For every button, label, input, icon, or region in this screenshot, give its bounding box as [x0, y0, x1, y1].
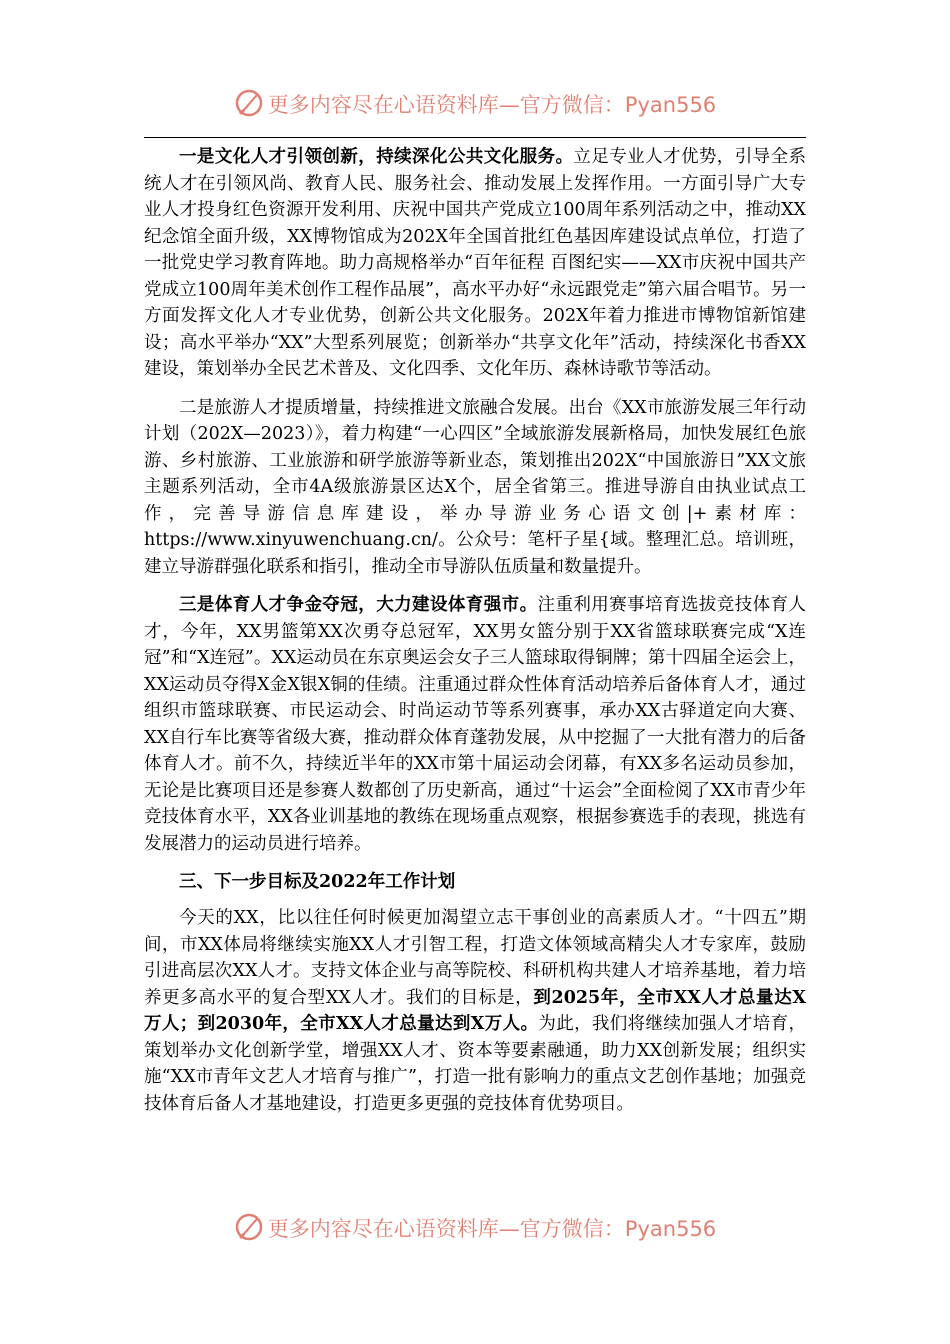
- feather-logo-icon: [234, 88, 264, 118]
- paragraph-tourism: 二是旅游人才提质增量，持续推进文旅融合发展。出台《XX市旅游发展三年行动计划（202X—2023）》，着力构建“一心四区”全域旅游发展新格局，加快发展红色旅游、乡村旅游、工业旅游和研学旅游等新业态，策划推出202X“中国旅游日”XX文旅主题系列活动，全市4A级旅游景区达X个，居全省第三。推进导游自由执业试点工作，完善导游信息库建设，举办导游业务心语文创|+素材库：https://www.xinyuwenchuang.cn/。公众号：笔杆子星{域。整理汇总。培训班，建立导游群强化联系和指引，推动全市导游队伍质量和数量提升。: [144, 397, 806, 577]
- paragraph-sports: [144, 592, 806, 857]
- paragraph-sports-text: 注重利用赛事培育选拔竞技体育人才，今年，XX男篮第XX次勇夺总冠军，XX男女篮分别于XX省篮球联赛完成“X连冠”和“X连冠”。XX运动员在东京奥运会女子三人篮球取得铜牌；第十四届全运会上，XX运动员夺得X金X银X铜的佳绩。注重通过群众性体育活动培养后备体育人才，通过组织市篮球联赛、市民运动会、时尚运动节等系列赛事，承办XX古驿道定向大赛、XX自行车比赛等省级大赛，推动群众体育蓬勃发展，从中挖掘了一大批有潜力的后备体育人才。前不久，持续近半年的XX市第十届运动会闭幕，有XX多名运动员参加，无论是比赛项目还是参赛人数都创了历史新高，通过“十运会”全面检阅了XX市青少年竞技体育水平，XX各业训基地的教练在现场重点观察，根据参赛选手的表现，挑选有发展潜力的运动员进行培养。: [144, 595, 807, 854]
- watermark-text: 更多内容尽在心语资料库—官方微信：Pyan556: [267, 93, 717, 117]
- paragraph-culture-lead: 一是文化人才引领创新，持续深化公共文化服务。: [179, 147, 574, 167]
- watermark-header: [0, 88, 950, 119]
- paragraph-sports-lead: 三是体育人才争金夺冠，大力建设体育强市。: [179, 595, 538, 615]
- section-heading: 三、下一步目标及2022年工作计划: [179, 872, 456, 892]
- paragraph-culture-text: 立足专业人才优势，引导全系统人才在引领风尚、教育人民、服务社会、推动发展上发挥作用。一方面引导广大专业人才投身红色资源开发利用、庆祝中国共产党成立100周年系列活动之中，推动XX纪念馆全面升级，XX博物馆成为202X年全国首批红色基因库建设试点单位，打造了一批党史学习教育阵地。助力高规格举办“百年征程 百图纪实——XX市庆祝中国共产党成立100周年美术创作工程作品展”，高水平办好“永远跟党走”第六届合唱节。另一方面发挥文化人才专业优势，创新公共文化服务。202X年着力推进市博物馆新馆建设；高水平举办“XX”大型系列展览；创新举办“共享文化年”活动，持续深化书香XX建设，策划举办全民艺术普及、文化四季、文化年历、森林诗歌节等活动。: [144, 147, 807, 379]
- header-rule: [144, 137, 806, 138]
- watermark-footer: [0, 1212, 950, 1243]
- feather-logo-icon: [234, 1212, 264, 1242]
- document-body: [144, 144, 806, 1129]
- paragraph-plan-text2: 为此，我们将继续加强人才培育，策划举办文化创新学堂，增强XX人才、资本等要素融通，助力XX创新发展；组织实施“XX市青年文艺人才培育与推广”，打造一批有影响力的重点文艺创作基地；加强竞技体育后备人才基地建设，打造更多更强的竞技体育优势项目。: [144, 1014, 806, 1114]
- watermark-text: 更多内容尽在心语资料库—官方微信：Pyan556: [267, 1217, 717, 1241]
- paragraph-plan-text1: 今天的XX，比以往任何时候更加渴望立志干事创业的高素质人才。“十四五”期间，市XX体局将继续实施XX人才引智工程，打造文体领域高精尖人才专家库，鼓励引进高层次XX人才。支持文体企业与高等院校、科研机构共建人才培养基地，着力培养更多高水平的复合型XX人才。我们的目标是，: [144, 908, 806, 1008]
- paragraph-culture: [144, 144, 806, 383]
- paragraph-plan: [144, 905, 806, 1117]
- paragraph-plan-goal: 到2025年，全市XX人才总量达X 万人；到2030年，全市XX人才总量达到X万人。: [144, 987, 806, 1034]
